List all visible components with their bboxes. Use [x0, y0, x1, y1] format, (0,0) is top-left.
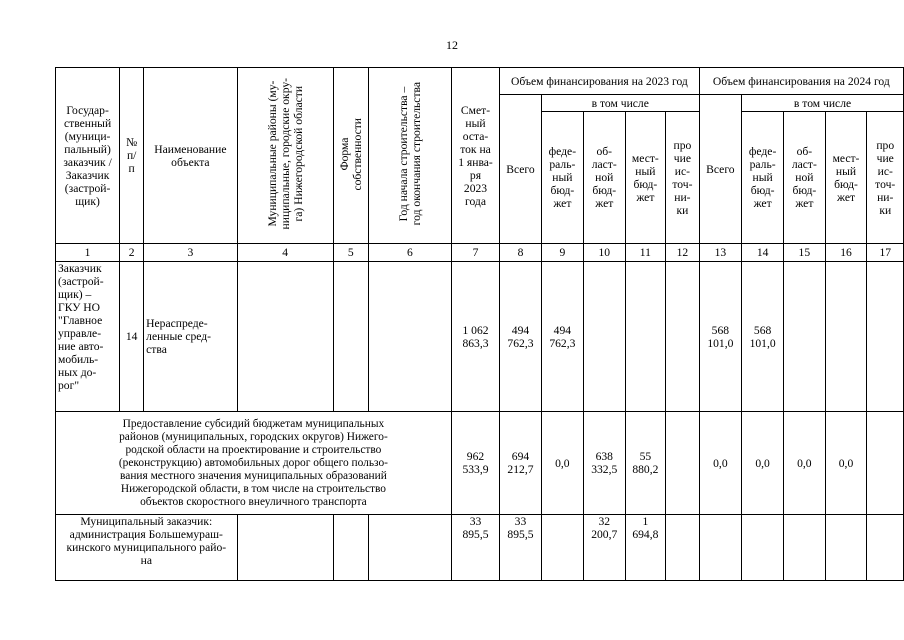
- colnum: 16: [825, 244, 867, 262]
- row3-c13: [699, 515, 741, 581]
- header-total-2023: Всего: [500, 95, 542, 244]
- row1-c10: [583, 262, 625, 412]
- row1-c17: [867, 262, 904, 412]
- row1-c8: 494 762,3: [500, 262, 542, 412]
- colnum: 6: [368, 244, 451, 262]
- colnum: 14: [742, 244, 784, 262]
- row3-c16: [825, 515, 867, 581]
- header-customer: Государ- ственный (муници- пальный) заказчик / Заказчик (застрой- щик): [56, 68, 120, 244]
- header-fin-2024: Объем финансирования на 2024 год: [699, 68, 903, 95]
- header-ownership-text: Форма собственности: [337, 117, 364, 191]
- header-fed-2023: феде- раль- ный бюд- жет: [541, 112, 583, 244]
- row1-c11: [625, 262, 666, 412]
- header-obl-2024: об- ласт- ной бюд- жет: [784, 112, 825, 244]
- row3-c14: [742, 515, 784, 581]
- row3-c9: [541, 515, 583, 581]
- header-incl-2024: в том числе: [742, 95, 904, 112]
- row3-c10: 32 200,7: [583, 515, 625, 581]
- header-estimated-remainder: Смет- ный оста- ток на 1 янва- ря 2023 года: [451, 68, 499, 244]
- colnum: 12: [666, 244, 700, 262]
- header-obl-2023: об- ласт- ной бюд- жет: [583, 112, 625, 244]
- header-object-name: Наименование объекта: [144, 68, 237, 244]
- row1-object-name: Нераспреде- ленные сред- ства: [144, 262, 237, 412]
- colnum: 8: [500, 244, 542, 262]
- row1-c4: [237, 262, 333, 412]
- colnum: 3: [144, 244, 237, 262]
- row3-c6: [368, 515, 451, 581]
- row2-c12: [666, 412, 700, 515]
- row1-customer: Заказчик (застрой- щик) – ГКУ НО "Главное управле- ние авто- мобиль- ных до- рог": [56, 262, 120, 412]
- colnum: 15: [784, 244, 825, 262]
- row2-c10: 638 332,5: [583, 412, 625, 515]
- column-numbers-row: [56, 244, 904, 262]
- header-mest-2023: мест- ный бюд- жет: [625, 112, 666, 244]
- row2-description: Предоставление субсидий бюджетам муниципальных районов (муниципальных, городских округов) Нижего- родской области на проектирование и строительство (реконструкцию) автомобильных дорог общего пользо- вания местного значения муниципальных образований Нижегородской области, в том числе на строительство объектов скоростного внеуличного транспорта: [56, 412, 452, 515]
- row3-c5: [333, 515, 368, 581]
- colnum: 11: [625, 244, 666, 262]
- table-row: [56, 262, 904, 412]
- row3-c11: 1 694,8: [625, 515, 666, 581]
- header-ownership: [333, 68, 368, 244]
- row2-c17: [867, 412, 904, 515]
- header-total-2024: Всего: [699, 95, 741, 244]
- colnum: 10: [583, 244, 625, 262]
- row3-c12: [666, 515, 700, 581]
- row1-c9: 494 762,3: [541, 262, 583, 412]
- row2-c11: 55 880,2: [625, 412, 666, 515]
- financing-table: [55, 67, 904, 581]
- row1-c12: [666, 262, 700, 412]
- row1-c15: [784, 262, 825, 412]
- header-proch-2024: про чие ис- точ- ни- ки: [867, 112, 904, 244]
- table-row: [56, 515, 904, 581]
- row3-c4: [237, 515, 333, 581]
- row1-c6: [368, 262, 451, 412]
- header-districts: [237, 68, 333, 244]
- row3-c8: 33 895,5: [500, 515, 542, 581]
- header-years-text: Год начала строительства – год окончания строительства: [396, 82, 423, 226]
- colnum: 9: [541, 244, 583, 262]
- row1-c16: [825, 262, 867, 412]
- colnum: 17: [867, 244, 904, 262]
- header-years: [368, 68, 451, 244]
- row2-c8: 694 212,7: [500, 412, 542, 515]
- row3-description: Муниципальный заказчик: администрация Большемураш- кинского муниципального райо- на: [56, 515, 238, 581]
- row1-c14: 568 101,0: [742, 262, 784, 412]
- row3-c7: 33 895,5: [451, 515, 499, 581]
- header-mest-2024: мест- ный бюд- жет: [825, 112, 867, 244]
- colnum: 13: [699, 244, 741, 262]
- row1-c13: 568 101,0: [699, 262, 741, 412]
- row1-number: 14: [120, 262, 144, 412]
- row2-c16: 0,0: [825, 412, 867, 515]
- header-fed-2024: феде- раль- ный бюд- жет: [742, 112, 784, 244]
- row2-c14: 0,0: [742, 412, 784, 515]
- colnum: 1: [56, 244, 120, 262]
- header-proch-2023: про чие ис- точ- ни- ки: [666, 112, 700, 244]
- colnum: 7: [451, 244, 499, 262]
- header-districts-text: Муниципальные районы (му- ниципальные, городские окру- га) Нижегородской области: [265, 78, 305, 230]
- page-number: 12: [446, 38, 458, 52]
- row2-c15: 0,0: [784, 412, 825, 515]
- row2-c9: 0,0: [541, 412, 583, 515]
- row1-c5: [333, 262, 368, 412]
- header-number: № п/ п: [120, 68, 144, 244]
- row3-c15: [784, 515, 825, 581]
- row1-c7: 1 062 863,3: [451, 262, 499, 412]
- row2-c7: 962 533,9: [451, 412, 499, 515]
- colnum: 2: [120, 244, 144, 262]
- colnum: 4: [237, 244, 333, 262]
- colnum: 5: [333, 244, 368, 262]
- row3-c17: [867, 515, 904, 581]
- table-row: [56, 412, 904, 515]
- header-fin-2023: Объем финансирования на 2023 год: [500, 68, 700, 95]
- header-incl-2023: в том числе: [541, 95, 699, 112]
- row2-c13: 0,0: [699, 412, 741, 515]
